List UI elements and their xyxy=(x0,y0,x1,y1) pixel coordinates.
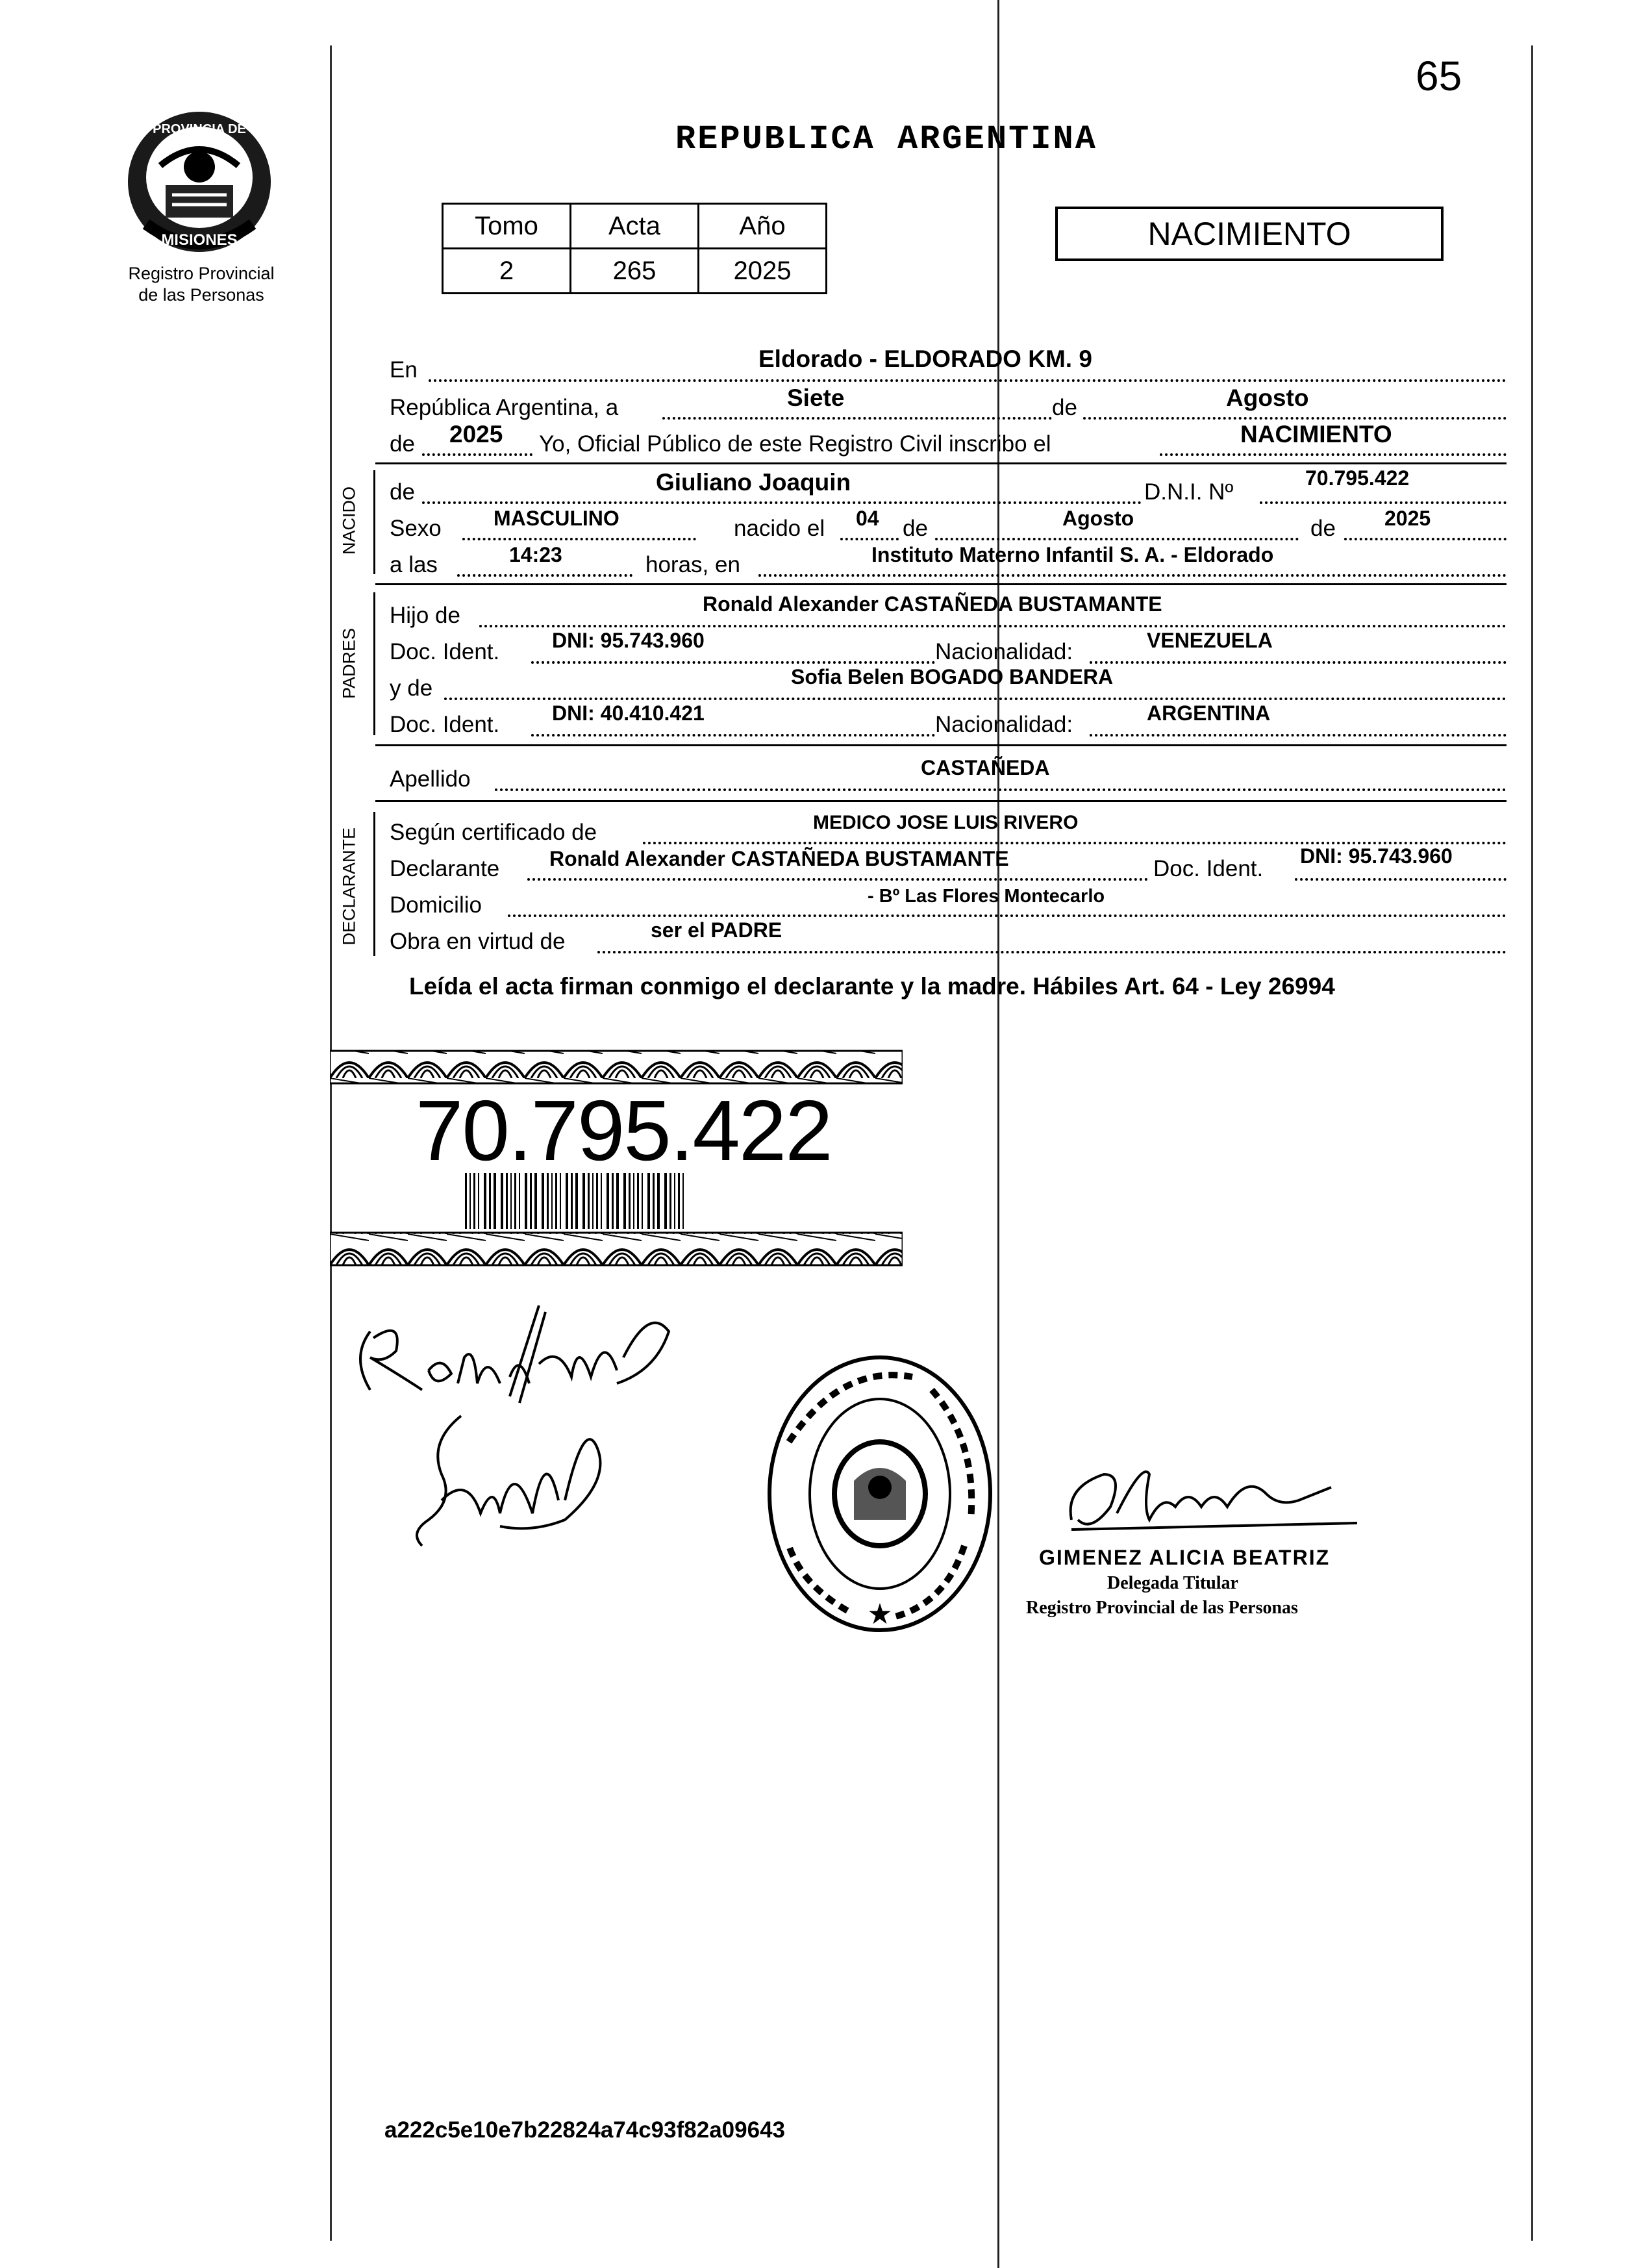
padres-row-father xyxy=(0,592,1626,629)
apellido-label: Apellido xyxy=(390,766,471,792)
obra-value: ser el PADRE xyxy=(651,918,782,942)
official-seal-icon xyxy=(763,1351,997,1637)
nacido-section-label: NACIDO xyxy=(339,486,359,555)
nacido-el-label: nacido el xyxy=(734,516,825,541)
child-name-value: Giuliano Joaquin xyxy=(656,469,851,496)
dotted-line xyxy=(1295,878,1507,881)
acta-value-tomo: 2 xyxy=(443,249,571,294)
nacionalidad-label: Nacionalidad: xyxy=(935,712,1073,737)
barcode-icon xyxy=(465,1173,684,1229)
barcode-bar xyxy=(465,1173,467,1229)
dotted-line xyxy=(662,417,1052,420)
barcode-bar xyxy=(506,1173,508,1229)
nacido-row-time xyxy=(0,543,1626,578)
dotted-line xyxy=(531,661,935,664)
barcode-bar xyxy=(555,1173,557,1229)
acta-table-value-row xyxy=(443,249,827,294)
signer-name: GIMENEZ ALICIA BEATRIZ xyxy=(1039,1546,1331,1569)
dotted-line xyxy=(1260,501,1507,504)
dotted-line xyxy=(840,538,899,540)
barcode-bar xyxy=(575,1173,578,1229)
declarante-label: Declarante xyxy=(390,856,500,881)
dni-label: D.N.I. Nº xyxy=(1144,479,1234,505)
barcode-bar xyxy=(501,1173,503,1229)
birth-day-value: 04 xyxy=(856,507,879,530)
domicilio-label: Domicilio xyxy=(390,892,482,918)
intro-row-date xyxy=(0,384,1626,421)
place-value: Eldorado - ELDORADO KM. 9 xyxy=(758,346,1092,372)
registry-caption xyxy=(97,263,305,306)
birth-month-value: Agosto xyxy=(1062,507,1134,530)
barcode-bar xyxy=(551,1173,553,1229)
acta-value-anio: 2025 xyxy=(699,249,827,294)
fold-line xyxy=(997,0,999,2268)
svg-text:MISIONES: MISIONES xyxy=(161,231,238,249)
declarante-signature-icon xyxy=(344,1292,682,1416)
misiones-emblem-icon xyxy=(120,107,279,257)
doc-ident-label: Doc. Ident. xyxy=(1153,856,1264,881)
day-text-value: Siete xyxy=(787,384,845,411)
doc-ident-label: Doc. Ident. xyxy=(390,712,500,737)
barcode-bar xyxy=(612,1173,614,1229)
intro-row-year xyxy=(0,421,1626,457)
mother-nationality-value: ARGENTINA xyxy=(1147,701,1271,725)
dotted-line xyxy=(422,453,532,456)
birth-time-value: 14:23 xyxy=(509,543,562,566)
segun-certificado-label: Según certificado de xyxy=(390,820,597,845)
sexo-value: MASCULINO xyxy=(494,507,619,530)
republica-label: República Argentina, a xyxy=(390,395,619,420)
father-name-value: Ronald Alexander CASTAÑEDA BUSTAMANTE xyxy=(703,592,1162,616)
dotted-line xyxy=(422,501,1142,504)
registry-caption-line1: Registro Provincial xyxy=(128,264,275,283)
barcode-bar xyxy=(669,1173,671,1229)
barcode-bar xyxy=(601,1173,602,1229)
obra-label: Obra en virtud de xyxy=(390,929,566,954)
barcode-bar xyxy=(566,1173,568,1229)
acta-header-acta: Acta xyxy=(571,204,699,249)
barcode-bar xyxy=(592,1173,594,1229)
dotted-line xyxy=(597,951,1507,953)
officer-signature-icon xyxy=(1052,1448,1364,1546)
dotted-line xyxy=(444,698,1507,700)
month-text-value: Agosto xyxy=(1226,384,1309,411)
barcode-bar xyxy=(678,1173,680,1229)
barcode-bar xyxy=(473,1173,475,1229)
en-label: En xyxy=(390,357,418,383)
yo-text: Yo, Oficial Público de este Registro Civil inscribo el xyxy=(539,431,1051,457)
dotted-line xyxy=(1160,453,1507,456)
barcode-bar xyxy=(682,1173,684,1229)
y-de-label: y de xyxy=(390,675,433,701)
barcode-bar xyxy=(637,1173,639,1229)
padres-row-mother xyxy=(0,665,1626,701)
barcode-bar xyxy=(489,1173,491,1229)
barcode-bar xyxy=(607,1173,609,1229)
mother-name-value: Sofia Belen BOGADO BANDERA xyxy=(791,665,1114,688)
de-label: de xyxy=(390,431,415,457)
father-doc-value: DNI: 95.743.960 xyxy=(552,629,705,652)
barcode-bar xyxy=(478,1173,479,1229)
padres-section-label: PADRES xyxy=(339,627,359,699)
mother-signature-icon xyxy=(403,1403,623,1559)
barcode-bar xyxy=(633,1173,634,1229)
dotted-line xyxy=(508,914,1507,917)
barcode-bar xyxy=(542,1173,544,1229)
barcode-bar xyxy=(484,1173,486,1229)
dotted-line xyxy=(935,538,1299,540)
barcode-bar xyxy=(469,1173,471,1229)
signer-role: Delegada Titular xyxy=(1107,1573,1238,1593)
acta-table xyxy=(442,203,827,294)
document-title: REPUBLICA ARGENTINA xyxy=(675,120,1097,158)
dotted-line xyxy=(531,734,935,737)
child-dni-value: 70.795.422 xyxy=(1305,466,1410,490)
barcode-bar xyxy=(588,1173,590,1229)
de-label: de xyxy=(390,479,415,505)
barcode-bar xyxy=(596,1173,598,1229)
dotted-line xyxy=(462,538,696,540)
declarante-row-obra xyxy=(0,918,1626,955)
page-number: 65 xyxy=(1416,53,1462,99)
dotted-line xyxy=(1344,538,1507,540)
section-separator xyxy=(375,462,1507,464)
sexo-label: Sexo xyxy=(390,516,442,541)
barcode-bar xyxy=(657,1173,660,1229)
declarante-row-cert xyxy=(0,813,1626,846)
dotted-line xyxy=(758,574,1507,577)
barcode-bar xyxy=(534,1173,537,1229)
certificate-value: MEDICO JOSE LUIS RIVERO xyxy=(813,812,1079,833)
svg-text:★: ★ xyxy=(867,1598,893,1630)
dotted-line xyxy=(1090,734,1507,737)
birth-place-value: Instituto Materno Infantil S. A. - Eldorado xyxy=(871,543,1274,566)
a-las-label: a las xyxy=(390,552,438,577)
closing-statement: Leída el acta firman conmigo el declarante y la madre. Hábiles Art. 64 - Ley 26994 xyxy=(409,973,1335,1000)
section-separator xyxy=(375,583,1507,585)
declarante-section-label: DECLARANTE xyxy=(339,827,359,946)
declarante-row-name xyxy=(0,844,1626,882)
barcode-bar xyxy=(560,1173,561,1229)
barcode-bar xyxy=(510,1173,512,1229)
svg-text:PROVINCIA DE: PROVINCIA DE xyxy=(153,122,246,136)
doc-ident-label: Doc. Ident. xyxy=(390,639,500,664)
barcode-bar xyxy=(514,1173,516,1229)
declarante-doc-value: DNI: 95.743.960 xyxy=(1300,844,1453,868)
barcode-bar xyxy=(582,1173,585,1229)
barcode-bar xyxy=(519,1173,520,1229)
dotted-line xyxy=(1090,661,1507,664)
barcode-bar xyxy=(674,1173,675,1229)
barcode-bar xyxy=(629,1173,631,1229)
barcode-bar xyxy=(642,1173,643,1229)
dotted-line xyxy=(1083,417,1507,420)
declarante-name-value: Ronald Alexander CASTAÑEDA BUSTAMANTE xyxy=(549,847,1009,870)
acta-value-acta: 265 xyxy=(571,249,699,294)
father-nationality-value: VENEZUELA xyxy=(1147,629,1273,652)
barcode-bar xyxy=(647,1173,650,1229)
mother-doc-value: DNI: 40.410.421 xyxy=(552,701,705,725)
event-value: NACIMIENTO xyxy=(1240,421,1392,447)
padres-row-mother-doc xyxy=(0,701,1626,738)
apellido-value: CASTAÑEDA xyxy=(921,756,1050,779)
signer-office: Registro Provincial de las Personas xyxy=(1026,1598,1298,1618)
de-label: de xyxy=(1052,395,1077,420)
nacido-row-name xyxy=(0,466,1626,505)
de-label: de xyxy=(903,516,928,541)
horas-label: horas, en xyxy=(645,552,740,577)
nacionalidad-label: Nacionalidad: xyxy=(935,639,1073,664)
barcode-bar xyxy=(530,1173,532,1229)
dotted-line xyxy=(457,574,632,577)
acta-header-tomo: Tomo xyxy=(443,204,571,249)
barcode-bar xyxy=(664,1173,667,1229)
acta-table-header-row xyxy=(443,204,827,249)
declarante-row-domicilio xyxy=(0,886,1626,918)
dotted-line xyxy=(495,788,1507,791)
dotted-line xyxy=(429,379,1507,382)
hijo-de-label: Hijo de xyxy=(390,603,460,628)
barcode-bar xyxy=(571,1173,573,1229)
barcode-bar xyxy=(547,1173,549,1229)
section-separator xyxy=(375,800,1507,802)
dotted-line xyxy=(479,625,1507,627)
barcode-bar xyxy=(525,1173,527,1229)
section-separator xyxy=(375,744,1507,746)
barcode-bar xyxy=(616,1173,619,1229)
barcode-number: 70.795.422 xyxy=(416,1083,832,1178)
intro-row-place xyxy=(0,346,1626,383)
dotted-line xyxy=(527,878,1148,881)
domicilio-value: - Bº Las Flores Montecarlo xyxy=(868,886,1105,907)
year-value: 2025 xyxy=(449,421,503,447)
barcode-bar xyxy=(653,1173,655,1229)
barcode-bar xyxy=(494,1173,496,1229)
acta-header-anio: Año xyxy=(699,204,827,249)
barcode-bar xyxy=(623,1173,626,1229)
nacido-row-birth xyxy=(0,509,1626,542)
document-type-box: NACIMIENTO xyxy=(1055,207,1444,261)
birth-year-value: 2025 xyxy=(1384,507,1431,530)
apellido-row xyxy=(0,756,1626,792)
registry-caption-line2: de las Personas xyxy=(138,285,264,305)
document-hash: a222c5e10e7b22824a74c93f82a09643 xyxy=(384,2117,785,2143)
de-label: de xyxy=(1310,516,1336,541)
